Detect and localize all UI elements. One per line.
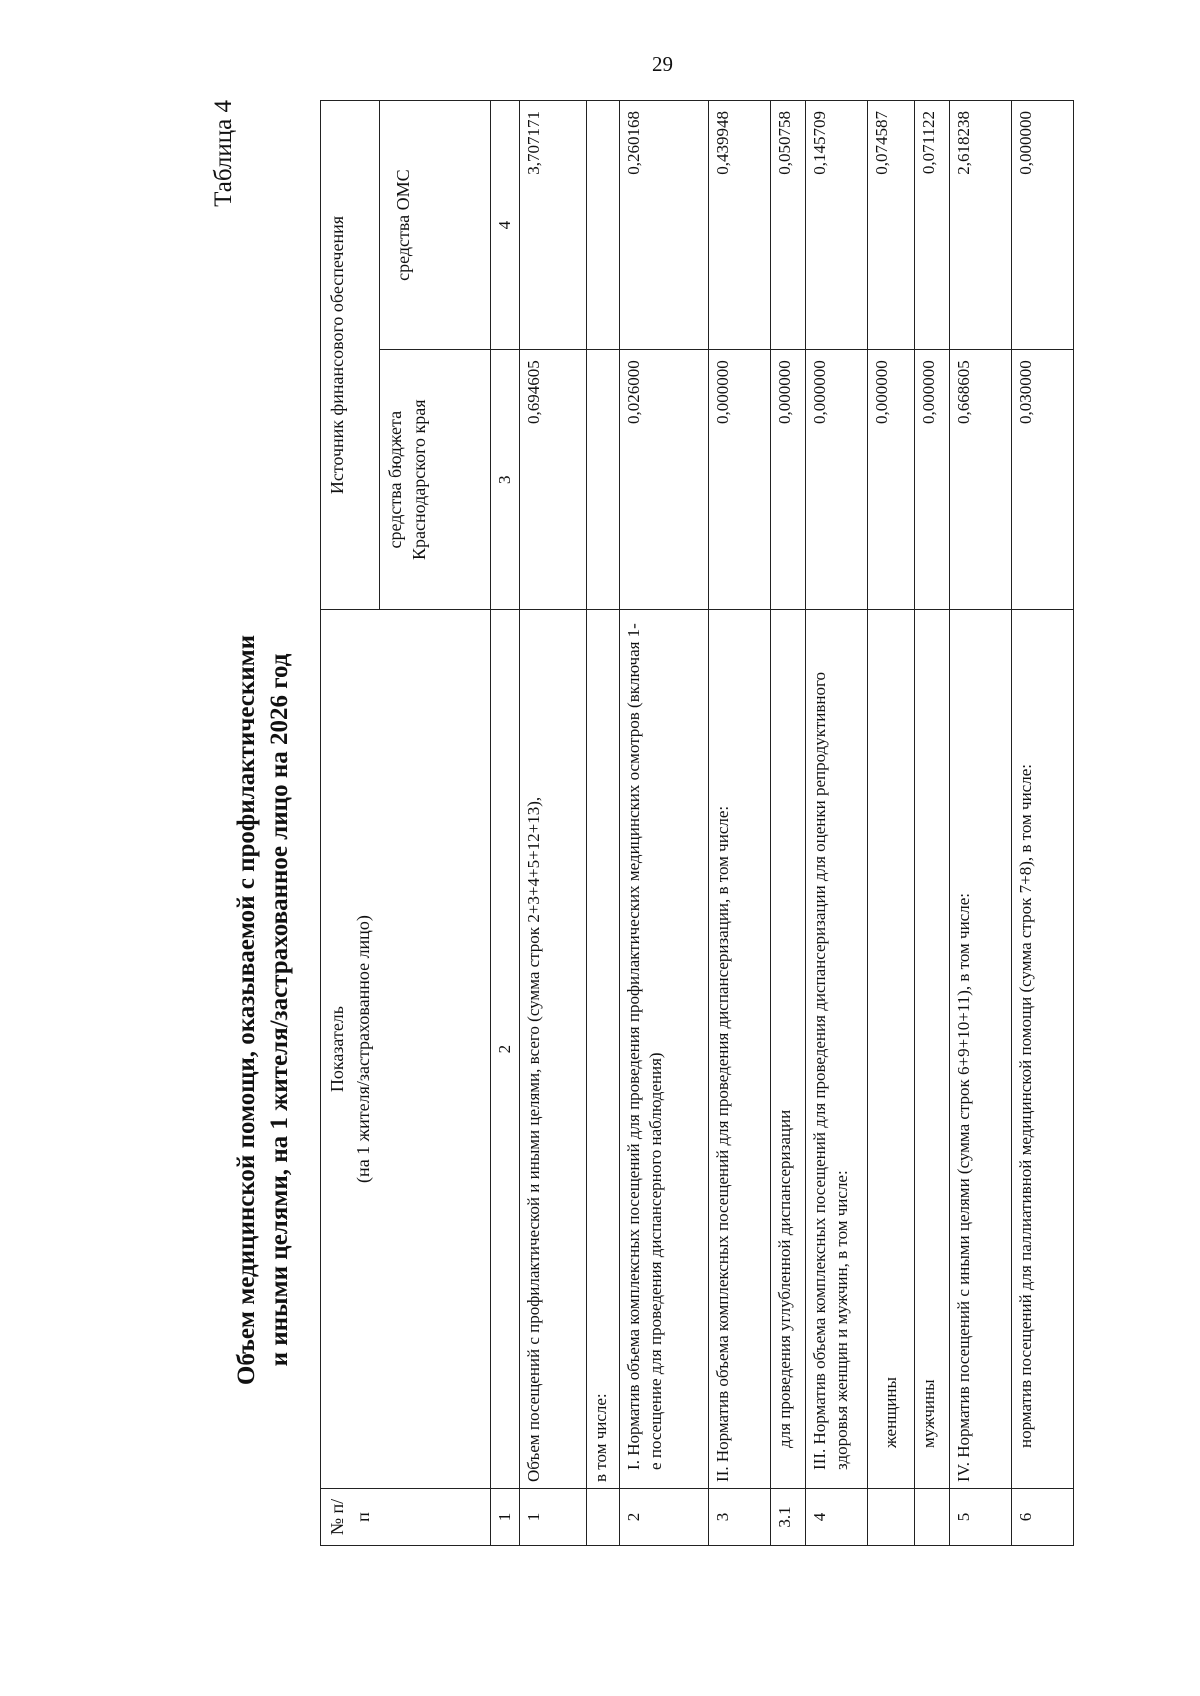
header-indicator	[321, 610, 491, 1489]
row-oms	[587, 101, 620, 350]
data-table	[320, 100, 1074, 1546]
row-text: в том числе:	[587, 610, 620, 1489]
row-num	[915, 1488, 950, 1545]
table-row	[868, 101, 915, 1546]
row-text: женщины	[868, 610, 915, 1489]
title-line: и иными целями, на 1 жителя/застрахованное лицо на 2026 год	[266, 653, 293, 1367]
table-row	[771, 101, 806, 1546]
rotated-content	[180, 100, 1035, 1600]
row-oms: 0,260168	[620, 101, 709, 350]
row-num: 4	[806, 1488, 868, 1545]
header-source: Источник финансового обеспечения	[321, 101, 380, 610]
row-oms: 0,071122	[915, 101, 950, 350]
row-oms: 2,618238	[950, 101, 1012, 350]
row-num: 3	[709, 1488, 771, 1545]
row-oms: 0,000000	[1012, 101, 1074, 350]
table-row	[1012, 101, 1074, 1546]
row-budget: 0,030000	[1012, 350, 1074, 610]
row-num: 1	[520, 1488, 587, 1545]
row-text: I. Норматив объема комплексных посещений для проведения профилактических медицинских осмотров (включая 1-е посещение для проведения диспансерного наблюдения)	[620, 610, 709, 1489]
col-number: 4	[491, 101, 520, 350]
header-budget: средства бюджета Краснодарского края	[380, 350, 491, 610]
row-text: Объем посещений с профилактической и иными целями, всего (сумма строк 2+3+4+5+12+13),	[520, 610, 587, 1489]
header-num: № п/п	[321, 1488, 491, 1545]
header-indicator-sub: (на 1 жителя/застрахованное лицо)	[353, 915, 373, 1183]
header-indicator-label: Показатель	[327, 1005, 347, 1093]
col-number: 2	[491, 610, 520, 1489]
row-oms: 0,074587	[868, 101, 915, 350]
row-num: 5	[950, 1488, 1012, 1545]
table-label: Таблица 4	[210, 100, 237, 207]
row-budget: 0,694605	[520, 350, 587, 610]
row-text: для проведения углубленной диспансеризации	[771, 610, 806, 1489]
document-title	[230, 420, 296, 1600]
row-budget: 0,668605	[950, 350, 1012, 610]
row-text: IV. Норматив посещений с иными целями (сумма строк 6+9+10+11), в том числе:	[950, 610, 1012, 1489]
title-line: Объем медицинской помощи, оказываемой с профилактическими	[233, 634, 260, 1386]
row-budget	[587, 350, 620, 610]
table-row	[620, 101, 709, 1546]
row-num	[587, 1488, 620, 1545]
row-text: норматив посещений для паллиативной медицинской помощи (сумма строк 7+8), в том числе:	[1012, 610, 1074, 1489]
row-num	[868, 1488, 915, 1545]
row-oms: 0,050758	[771, 101, 806, 350]
row-budget: 0,000000	[806, 350, 868, 610]
col-number: 3	[491, 350, 520, 610]
table-row	[806, 101, 868, 1546]
row-num: 2	[620, 1488, 709, 1545]
table-row	[950, 101, 1012, 1546]
col-number: 1	[491, 1488, 520, 1545]
table-row	[587, 101, 620, 1546]
table-row	[709, 101, 771, 1546]
row-budget: 0,026000	[620, 350, 709, 610]
table-row	[520, 101, 587, 1546]
row-oms: 0,145709	[806, 101, 868, 350]
row-text: мужчины	[915, 610, 950, 1489]
column-number-row	[491, 101, 520, 1546]
row-budget: 0,000000	[915, 350, 950, 610]
row-budget: 0,000000	[868, 350, 915, 610]
header-row	[321, 101, 380, 1546]
row-num: 3.1	[771, 1488, 806, 1545]
row-text: III. Норматив объема комплексных посещений для проведения диспансеризации для оценки репродуктивного здоровья женщин и мужчин, в том числе:	[806, 610, 868, 1489]
row-budget: 0,000000	[771, 350, 806, 610]
row-oms: 0,439948	[709, 101, 771, 350]
row-oms: 3,707171	[520, 101, 587, 350]
table-row	[915, 101, 950, 1546]
row-text: II. Норматив объема комплексных посещений для проведения диспансеризации, в том числе:	[709, 610, 771, 1489]
page-number: 29	[652, 52, 673, 76]
row-budget: 0,000000	[709, 350, 771, 610]
header-oms: средства ОМС	[380, 101, 491, 350]
row-num: 6	[1012, 1488, 1074, 1545]
